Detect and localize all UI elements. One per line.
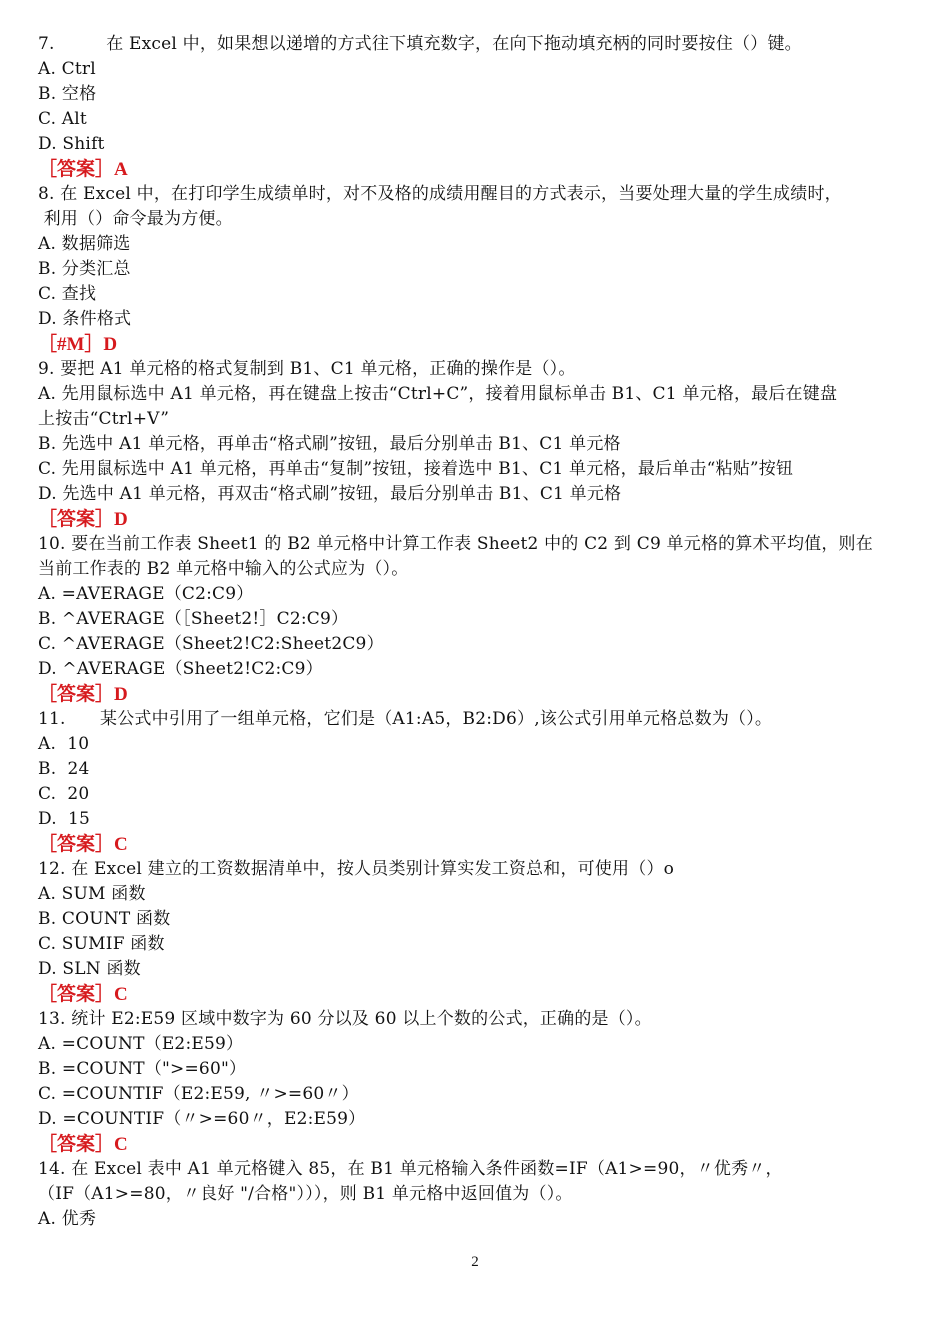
question-stem: 10. 要在当前工作表 Sheet1 的 B2 单元格中计算工作表 Sheet2 中的 C2 到 C9 单元格的算术平均值，则在: [38, 534, 873, 554]
answer-option: A. Ctrl: [38, 59, 96, 79]
answer-key: ［答案］D: [38, 509, 128, 530]
page-number: 2: [471, 1254, 479, 1270]
answer-option: C. Alt: [38, 109, 87, 129]
answer-option: 上按击“Ctrl+V”: [38, 409, 170, 429]
question-block: [38, 357, 918, 532]
answer-option: B. 24: [38, 759, 90, 779]
answer-key: ［答案］D: [38, 684, 128, 705]
answer-key: ［#M］D: [38, 334, 118, 355]
question-block: [38, 857, 918, 1007]
answer-option: A. SUM 函数: [38, 884, 146, 904]
question-stem: （IF（A1>=80，〃良好 "/合格"））），则 B1 单元格中返回值为（）。: [38, 1184, 573, 1204]
answer-option: C. =COUNTIF（E2:E59, 〃>=60〃）: [38, 1084, 359, 1104]
answer-option: D. 15: [38, 809, 91, 829]
question-block: [38, 182, 918, 357]
answer-option: B. 先选中 A1 单元格，再单击“格式刷”按钮，最后分别单击 B1、C1 单元格: [38, 434, 621, 454]
answer-option: C. SUMIF 函数: [38, 934, 165, 954]
answer-option: D. 先选中 A1 单元格，再双击“格式刷”按钮，最后分别单击 B1、C1 单元格: [38, 484, 622, 504]
answer-option: A. 数据筛选: [38, 234, 131, 254]
question-block: [38, 707, 918, 857]
answer-option: C. 先用鼠标选中 A1 单元格，再单击“复制”按钮，接着选中 B1、C1 单元格，最后单击“粘贴”按钮: [38, 459, 794, 479]
question-stem: 9. 要把 A1 单元格的格式复制到 B1、C1 单元格，正确的操作是（）。: [38, 359, 576, 379]
answer-option: A. =AVERAGE（C2:C9）: [38, 584, 254, 604]
question-stem: 13. 统计 E2:E59 区域中数字为 60 分以及 60 以上个数的公式，正确的是（）。: [38, 1009, 652, 1029]
question-stem: 7. 在 Excel 中，如果想以递增的方式往下填充数字，在向下拖动填充柄的同时要按住（）键。: [38, 34, 802, 54]
answer-option: A. 10: [38, 734, 90, 754]
answer-key: ［答案］C: [38, 984, 128, 1005]
answer-key: ［答案］C: [38, 834, 128, 855]
question-stem: 8. 在 Excel 中，在打印学生成绩单时，对不及格的成绩用醒目的方式表示，当要处理大量的学生成绩时，: [38, 184, 842, 204]
answer-option: A. 先用鼠标选中 A1 单元格，再在键盘上按击“Ctrl+C”，接着用鼠标单击 B1、C1 单元格，最后在键盘: [38, 384, 838, 404]
question-block: [38, 1007, 918, 1157]
answer-option: D. ^AVERAGE（Sheet2!C2:C9）: [38, 659, 323, 679]
answer-option: C. 查找: [38, 284, 97, 304]
answer-option: B. COUNT 函数: [38, 909, 171, 929]
answer-option: C. 20: [38, 784, 90, 804]
answer-key: ［答案］A: [38, 159, 128, 180]
answer-option: A. 优秀: [38, 1209, 97, 1229]
question-stem: 当前工作表的 B2 单元格中输入的公式应为（）。: [38, 559, 409, 579]
answer-key: ［答案］C: [38, 1134, 128, 1155]
answer-option: A. =COUNT（E2:E59）: [38, 1034, 244, 1054]
question-block: [38, 1157, 918, 1232]
question-stem: 利用（）命令最为方便。: [38, 209, 233, 229]
question-stem: 11. 某公式中引用了一组单元格，它们是（A1:A5，B2:D6）,该公式引用单元格总数为（）。: [38, 709, 773, 729]
question-stem: 12. 在 Excel 建立的工资数据清单中，按人员类别计算实发工资总和，可使用（）o: [38, 859, 675, 879]
answer-option: D. Shift: [38, 134, 105, 154]
answer-option: B. ^AVERAGE（［Sheet2!］C2:C9）: [38, 609, 349, 629]
answer-option: D. 条件格式: [38, 309, 132, 329]
question-stem: 14. 在 Excel 表中 A1 单元格键入 85，在 B1 单元格输入条件函数=IF（A1>=90，〃优秀〃，: [38, 1159, 783, 1179]
answer-option: C. ^AVERAGE（Sheet2!C2:Sheet2C9）: [38, 634, 384, 654]
answer-option: D. SLN 函数: [38, 959, 141, 979]
question-list: [38, 32, 918, 1232]
answer-option: B. 空格: [38, 84, 97, 104]
answer-option: D. =COUNTIF（〃>=60〃，E2:E59）: [38, 1109, 366, 1129]
question-block: [38, 32, 918, 182]
question-block: [38, 532, 918, 707]
answer-option: B. =COUNT（">=60"）: [38, 1059, 247, 1079]
answer-option: B. 分类汇总: [38, 259, 131, 279]
